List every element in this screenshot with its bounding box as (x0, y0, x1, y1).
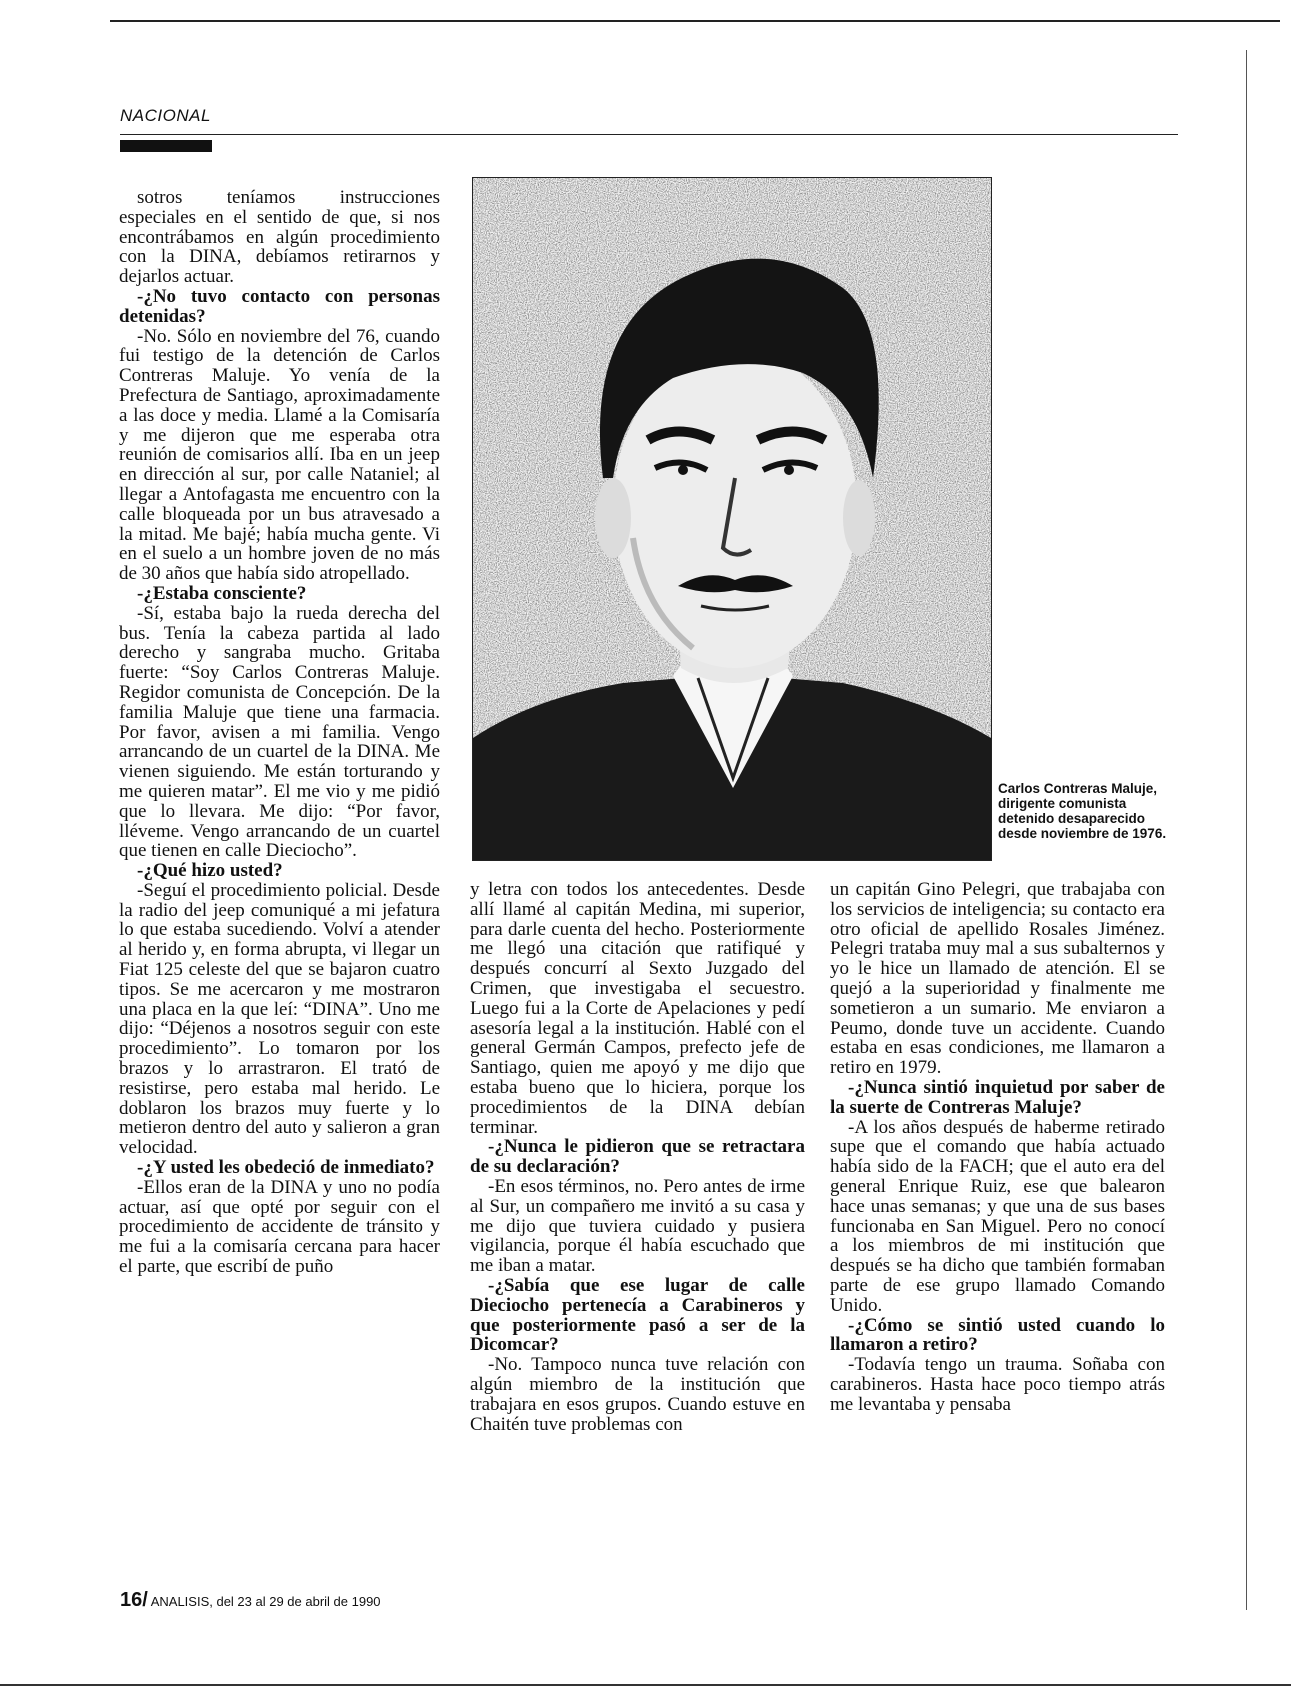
interview-answer: sotros teníamos instrucciones especiales en el sentido de que, si nos encontrábamos en algún procedimiento con la DINA, debíamos retirarnos y dejarlos actuar. (119, 187, 440, 288)
interview-answer: -Seguí el procedimiento policial. Desde la radio del jeep comuniqué a mi jefatura lo que estaba sucediendo. Volví a atender al herido y, en forma abrupta, vi llegar un Fiat 125 celeste del que se bajaron cuatro tipos. Se me acercaron y me mostraron una placa en la que leí: “DINA”. Uno me dijo: “Déjenos a nosotros seguir con este procedimiento”. Lo tomaron por los brazos y lo arrastraron. El trató de resistirse, pero estaba mal herido. Le doblaron los brazos muy fuerte y lo metieron dentro del auto y salieron a gran velocidad. (119, 879, 440, 1159)
interview-question: -¿Cómo se sintió usted cuando lo llamaron a retiro? (830, 1314, 1165, 1356)
top-border-rule (110, 20, 1280, 22)
page-number: 16/ (120, 1589, 148, 1611)
article-column-1 (119, 188, 440, 1277)
interview-answer: y letra con todos los antecedentes. Desde allí llamé al capitán Medina, mi superior, para darle cuenta del hecho. Posteriormente me llegó una citación que ratifiqué y después concurrí al Sexto Juzgado del Crimen, que investigaba el secuestro. Luego fui a la Corte de Apelaciones y pedí asesoría legal a la institución. Hablé con el general Germán Campos, prefecto jefe de Santiago, quien me apoyó y me dijo que estaba bueno que lo hiciera, porque los procedimientos de la DINA debían terminar. (470, 879, 805, 1138)
interview-question: -¿Y usted les obedeció de inmediato? (137, 1157, 435, 1179)
header-bar (120, 140, 212, 152)
interview-answer: -A los años después de haberme retirado supe que el comando que había actuado había sido de la FACH; que el auto era del general Enrique Ruiz, ese que balearon hace unas semanas; y que una de sus bases funcionaba en San Miguel. Pero no conocí a los miembros de mi institución que después se ha dicho que también formaban parte de ese grupo llamado Comando Unido. (830, 1116, 1165, 1316)
header-rule (120, 134, 1178, 135)
interview-question: -¿Nunca sintió inquietud por saber de la suerte de Contreras Maluje? (830, 1076, 1165, 1118)
interview-question: -¿Nunca le pidieron que se retractara de su declaración? (470, 1136, 805, 1178)
interview-answer: un capitán Gino Pelegri, que trabajaba con los servicios de inteligencia; su contacto era otro oficial de apellido Rosales Jiménez. Pelegri trataba muy mal a sus subalternos y yo le hice un llamado de atención. El se quejó a la superioridad y finalmente me sometieron a un sumario. Me enviaron a Peumo, donde tuve un accidente. Cuando estaba en esas condiciones, me llamaron a retiro en 1979. (830, 879, 1165, 1079)
bottom-border-rule (0, 1684, 1291, 1686)
interview-answer: -Ellos eran de la DINA y uno no podía actuar, así que opté por seguir con el procedimiento de accidente de tránsito y me fui a la comisaría cercana para hacer el parte, que escribí de puño (119, 1176, 440, 1278)
photo-caption: Carlos Contreras Maluje, dirigente comunista detenido desaparecido desde noviembre de 1976. (998, 781, 1167, 841)
interview-answer: -Sí, estaba bajo la rueda derecha del bus. Tenía la cabeza partida al lado derecho y sangraba mucho. Gritaba fuerte: “Soy Carlos Contreras Maluje. Regidor comunista de Concepción. De la familia Maluje que tiene una farmacia. Por favor, avisen a mi familia. Vengo arrancando de un cuartel de la DINA. Me vienen siguiendo. Me están torturando y me quieren matar”. El me vio y me pidió que lo llevara. Me dijo: “Por favor, lléveme. Vengo arrancando de un cuartel que tienen en calle Dieciocho”. (119, 602, 440, 862)
interview-question: -¿Qué hizo usted? (137, 860, 283, 882)
article-column-3 (830, 880, 1165, 1415)
page-edge-line (1246, 50, 1247, 1610)
portrait-photo (472, 177, 992, 861)
page-footer (120, 1589, 381, 1612)
section-label: NACIONAL (120, 106, 211, 125)
publication-line: ANALISIS, del 23 al 29 de abril de 1990 (150, 1594, 381, 1609)
portrait-image (473, 178, 991, 860)
interview-answer: -No. Tampoco nunca tuve relación con algún miembro de la institución que trabajara en esos grupos. Cuando estuve en Chaitén tuve problemas con (470, 1354, 805, 1435)
article-column-2 (470, 880, 805, 1434)
interview-answer: -Todavía tengo un trauma. Soñaba con carabineros. Hasta hace poco tiempo atrás me levantaba y pensaba (830, 1354, 1165, 1415)
interview-question: -¿Estaba consciente? (137, 582, 307, 604)
interview-answer: -No. Sólo en noviembre del 76, cuando fui testigo de la detención de Carlos Contreras Maluje. Yo venía de la Prefectura de Santiago, aproximadamente a las doce y media. Llamé a la Comisaría y me dijeron que me esperaba otra reunión de comisarios allí. Iba en un jeep en dirección al sur, por calle Nataniel; al llegar a Antofagasta me encuentro con la calle bloqueada por un bus atravesado a la mitad. Me bajé; había mucha gente. Vi en el suelo a un hombre joven de no más de 30 años que había sido atropellado. (119, 325, 440, 585)
interview-question: -¿Sabía que ese lugar de calle Dieciocho pertenecía a Carabineros y que posteriormente pasó a ser de la Dicomcar? (470, 1274, 805, 1356)
interview-answer: -En esos términos, no. Pero antes de irme al Sur, un compañero me invitó a su casa y me dijo que tuviera cuidado y pusiera vigilancia, porque él había escuchado que me iban a matar. (470, 1175, 805, 1277)
interview-question: -¿No tuvo contacto con personas detenidas? (119, 285, 440, 327)
